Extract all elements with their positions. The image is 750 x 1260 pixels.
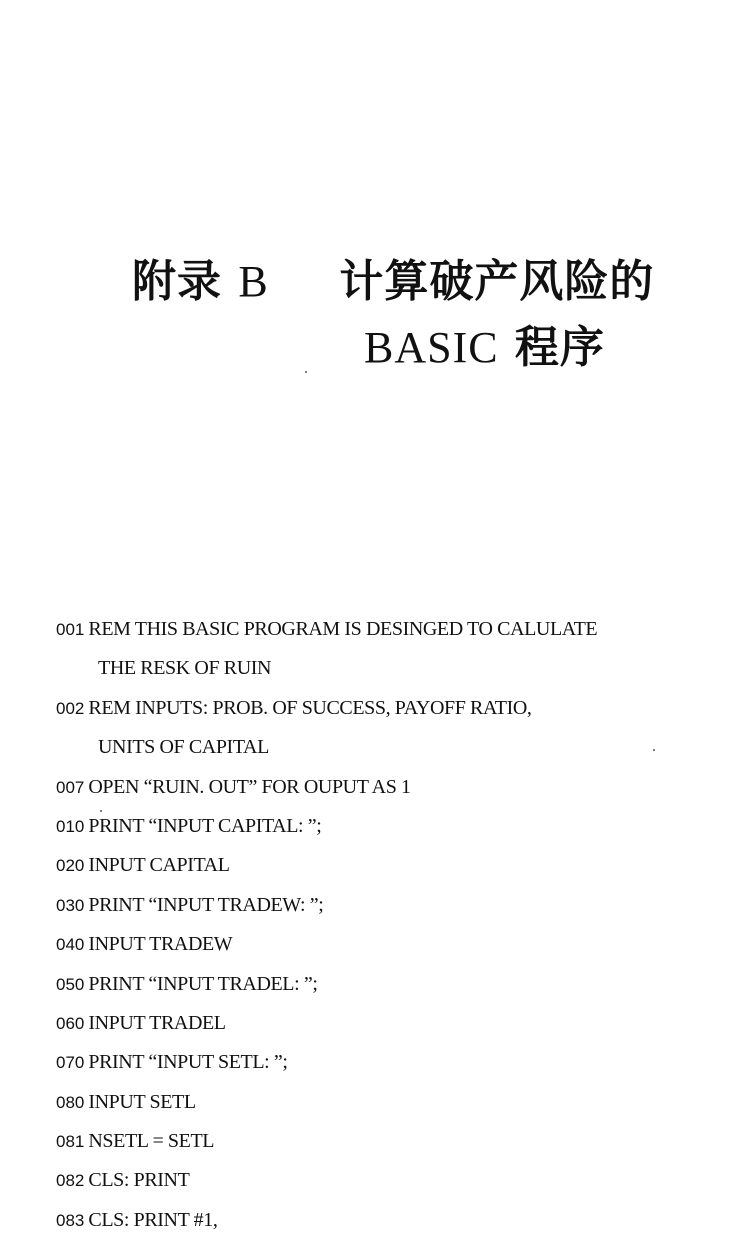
line-number: 060	[56, 1013, 85, 1033]
line-number: 083	[56, 1210, 85, 1230]
code-text: CLS: PRINT #1,	[88, 1208, 218, 1231]
code-line	[56, 850, 736, 889]
code-line	[56, 811, 736, 850]
code-text: NSETL = SETL	[88, 1130, 215, 1153]
code-text: UNITS OF CAPITAL	[98, 736, 269, 759]
title-language: BASIC	[364, 323, 499, 372]
code-text: REM INPUTS: PROB. OF SUCCESS, PAYOFF RATIO,	[88, 696, 532, 719]
line-number: 010	[56, 816, 85, 836]
code-line-continuation	[56, 653, 736, 692]
line-number: 007	[56, 777, 85, 797]
title-program-word: 程序	[514, 322, 605, 373]
code-text: CLS: PRINT	[88, 1169, 190, 1192]
basic-program-listing	[56, 614, 736, 1244]
title-subject: 计算破产风险的	[339, 256, 655, 307]
code-line	[56, 1047, 736, 1086]
code-line	[56, 890, 736, 929]
code-text: PRINT “INPUT CAPITAL: ”;	[88, 814, 322, 837]
code-line	[56, 1205, 736, 1244]
line-number: 030	[56, 895, 85, 915]
code-line	[56, 969, 736, 1008]
title-appendix-letter: B	[238, 257, 269, 306]
code-line	[56, 1165, 736, 1204]
line-number: 001	[56, 620, 85, 639]
code-line	[56, 693, 736, 732]
code-text: PRINT “INPUT SETL: ”;	[88, 1051, 288, 1074]
code-text: THE RESK OF RUIN	[98, 657, 272, 680]
code-line	[56, 1126, 736, 1165]
code-line-continuation	[56, 732, 736, 771]
code-text: INPUT SETL	[88, 1090, 196, 1113]
code-text: INPUT TRADEW	[88, 933, 233, 956]
line-number: 050	[56, 974, 85, 994]
code-text: INPUT TRADEL	[88, 1011, 226, 1034]
line-number: 070	[56, 1053, 85, 1073]
line-number: 080	[56, 1092, 85, 1112]
line-number: 002	[56, 698, 85, 718]
title-appendix-label: 附录	[132, 256, 222, 307]
code-text: OPEN “RUIN. OUT” FOR OUPUT AS 1	[88, 775, 411, 798]
code-line	[56, 929, 736, 968]
code-line	[56, 772, 736, 811]
line-number: 082	[56, 1171, 85, 1191]
code-text: REM THIS BASIC PROGRAM IS DESINGED TO CALULATE	[88, 618, 598, 640]
line-number: 081	[56, 1132, 85, 1152]
title-line-1	[132, 256, 654, 308]
code-line	[56, 614, 736, 653]
title-line-2	[364, 322, 605, 374]
code-text: PRINT “INPUT TRADEL: ”;	[88, 972, 318, 995]
line-number: 020	[56, 856, 85, 876]
code-line	[56, 1087, 736, 1126]
line-number: 040	[56, 935, 85, 955]
code-line	[56, 1008, 736, 1047]
print-speck	[305, 371, 307, 373]
code-text: INPUT CAPITAL	[88, 854, 230, 877]
code-text: PRINT “INPUT TRADEW: ”;	[88, 893, 324, 916]
